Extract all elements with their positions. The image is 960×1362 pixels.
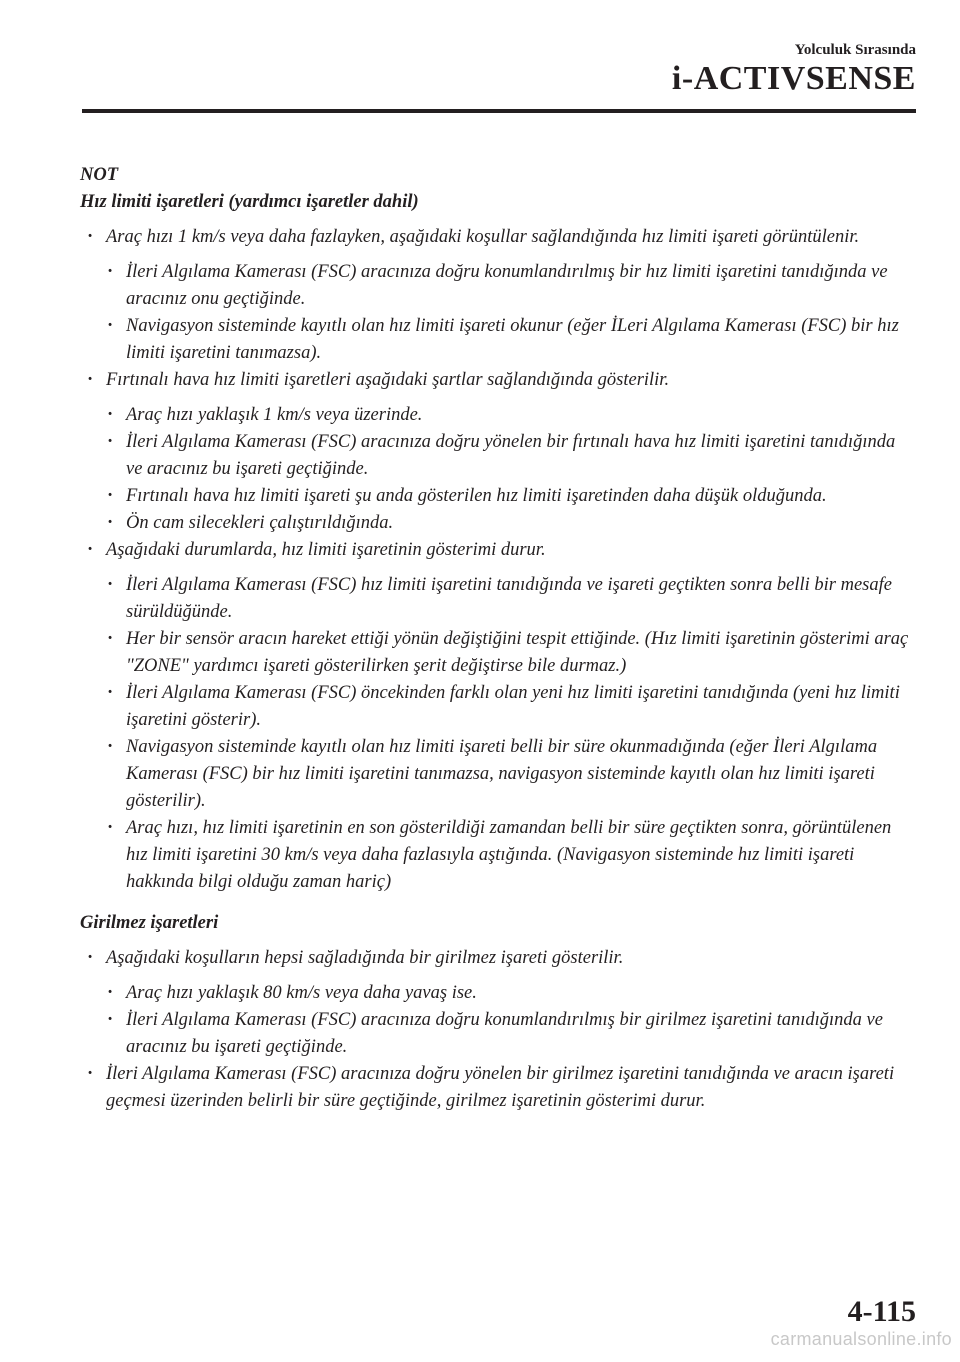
- sub-bullet-item: · İleri Algılama Kamerası (FSC) aracınıza doğru konumlandırılmış bir girilmez işaretini tanıdığında ve aracınız bu işareti geçtiğinde.: [80, 1007, 916, 1061]
- page-number: 4-115: [847, 1295, 916, 1328]
- sub-bullet-item: · Navigasyon sisteminde kayıtlı olan hız limiti işareti okunur (eğer İLeri Algılama Kamerası (FSC) bir hız limiti işaretini tanımazsa).: [80, 313, 916, 367]
- sub-bullet-item: · İleri Algılama Kamerası (FSC) aracınıza doğru yönelen bir fırtınalı hava hız limiti işaretini tanıdığında ve aracınız bu işareti geçtiğinde.: [80, 429, 916, 483]
- section-title: Yolculuk Sırasında: [794, 42, 916, 58]
- sub-bullet-item: · İleri Algılama Kamerası (FSC) öncekinden farklı olan yeni hız limiti işaretini tanıdığında (yeni hız limiti işaretini gösterir).: [80, 680, 916, 734]
- sub-bullet-item: · Araç hızı yaklaşık 1 km/s veya üzerinde.: [80, 402, 916, 429]
- header-divider: [82, 109, 916, 113]
- bullet-item: · Araç hızı 1 km/s veya daha fazlayken, aşağıdaki koşullar sağlandığında hız limiti işareti görüntülenir.: [80, 224, 916, 251]
- chapter-title: i-ACTIVSENSE: [671, 60, 916, 97]
- bullet-item: · Fırtınalı hava hız limiti işaretleri aşağıdaki şartlar sağlandığında gösterilir.: [80, 367, 916, 394]
- sub-bullet-item: · İleri Algılama Kamerası (FSC) aracınıza doğru konumlandırılmış bir hız limiti işaretini tanıdığında ve aracınız onu geçtiğinde.: [80, 259, 916, 313]
- sub-bullet-list: [80, 980, 916, 1061]
- sub-bullet-item: · Araç hızı, hız limiti işaretinin en son gösterildiği zamandan belli bir süre geçtikten sonra, görüntülenen hız limiti işaretini 30 km/s veya daha fazlasıyla aştığında. (Navigasyon sisteminde hız limiti işareti hakkında bilgi olduğu zaman hariç): [80, 815, 916, 896]
- watermark: carmanualsonline.info: [770, 1329, 952, 1349]
- note-heading: Hız limiti işaretleri (yardımcı işaretler dahil): [80, 192, 419, 212]
- note-content: [80, 162, 916, 1115]
- sub-bullet-list: [80, 402, 916, 537]
- sub-bullet-list: [80, 572, 916, 896]
- section-heading: Girilmez işaretleri: [80, 913, 219, 933]
- note-label: NOT: [80, 165, 119, 185]
- sub-bullet-list: [80, 259, 916, 367]
- sub-bullet-item: · Ön cam silecekleri çalıştırıldığında.: [80, 510, 916, 537]
- sub-bullet-item: · İleri Algılama Kamerası (FSC) hız limiti işaretini tanıdığında ve işareti geçtikten sonra belli bir mesafe sürüldüğünde.: [80, 572, 916, 626]
- sub-bullet-item: · Navigasyon sisteminde kayıtlı olan hız limiti işareti belli bir süre okunmadığında (eğer İleri Algılama Kamerası (FSC) bir hız limiti işaretini tanımazsa, navigasyon sisteminde kayıtlı olan hız limiti işareti gösterilir).: [80, 734, 916, 815]
- sub-bullet-item: · Araç hızı yaklaşık 80 km/s veya daha yavaş ise.: [80, 980, 916, 1007]
- sub-bullet-item: · Her bir sensör aracın hareket ettiği yönün değiştiğini tespit ettiğinde. (Hız limiti işaretinin gösterimi araç "ZONE" yardımcı işareti gösterilirken şerit değiştirse bile durmaz.): [80, 626, 916, 680]
- bullet-item: · Aşağıdaki durumlarda, hız limiti işaretinin gösterimi durur.: [80, 537, 916, 564]
- sub-bullet-item: · Fırtınalı hava hız limiti işareti şu anda gösterilen hız limiti işaretinden daha düşük olduğunda.: [80, 483, 916, 510]
- bullet-item: · Aşağıdaki koşulların hepsi sağladığında bir girilmez işareti gösterilir.: [80, 945, 916, 972]
- bullet-item: · İleri Algılama Kamerası (FSC) aracınıza doğru yönelen bir girilmez işaretini tanıdığında ve aracın işareti geçmesi üzerinden belirli bir süre geçtiğinde, girilmez işaretinin gösterimi durur.: [80, 1061, 916, 1115]
